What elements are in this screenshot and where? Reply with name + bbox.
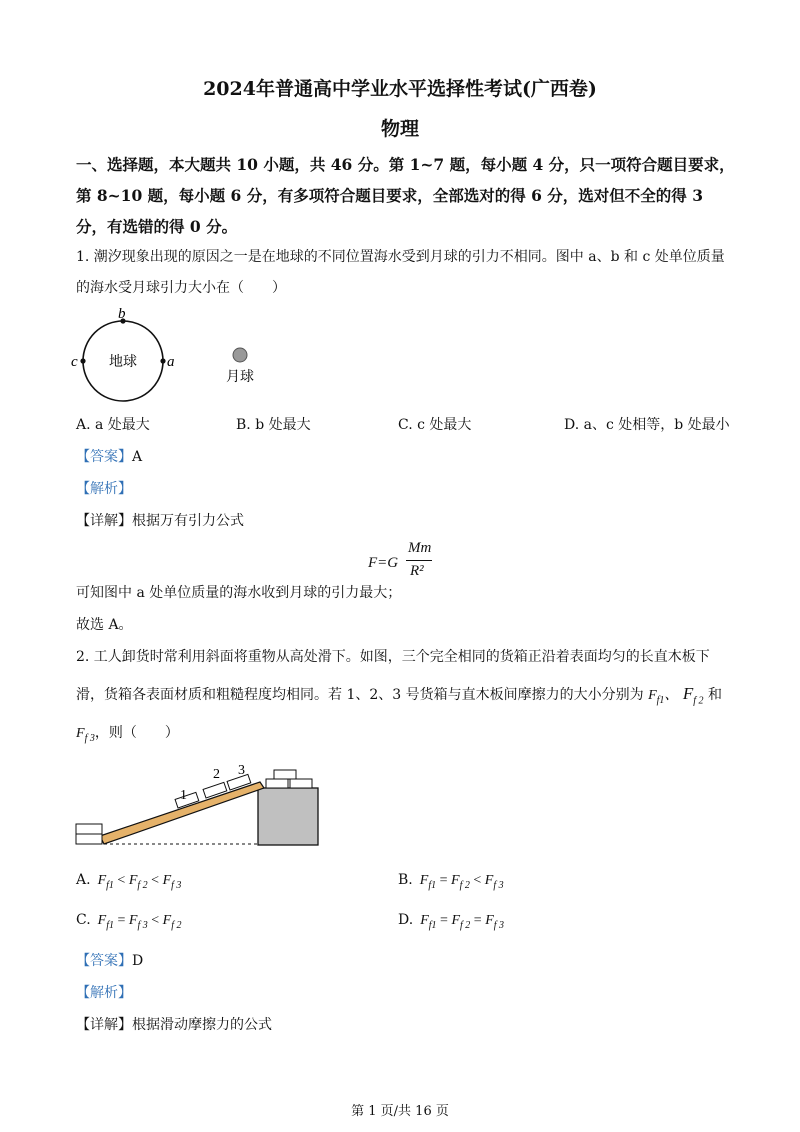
page-footer: 第 1 页/共 16 页 xyxy=(351,1104,449,1119)
q2-option-a: A. $F_{f1} < F_{f 2} < F_{f 3}$ xyxy=(76,872,182,891)
box-stack-bottom-2 xyxy=(76,834,102,844)
q1-earth-moon-figure xyxy=(60,305,300,405)
formula-denominator: R² xyxy=(410,563,424,579)
q2-option-b: B. $F_{f1} = F_{f 2} < F_{f 3}$ xyxy=(398,872,504,891)
label-box-1: 1 xyxy=(180,788,187,803)
q2-option-c: C. $F_{f1} = F_{f 3} < F_{f 2}$ xyxy=(76,912,182,931)
section-instructions-line2: 第 8~10 题，每小题 6 分，有多项符合题目要求，全部选对的得 6 分，选对但不全的得 3 xyxy=(76,186,703,205)
box-top-2 xyxy=(266,779,288,788)
answer-tag: 【答案】 xyxy=(76,953,132,969)
q2-stem-line3-tail: ，则（ ） xyxy=(94,725,179,741)
q1-detail-line xyxy=(76,510,244,530)
box-stack-bottom-1 xyxy=(76,824,102,834)
q1-answer-line xyxy=(76,446,142,466)
box-top-1 xyxy=(274,770,296,779)
fraction-bar xyxy=(406,560,432,561)
subject-title: 物理 xyxy=(380,118,419,140)
point-c xyxy=(80,358,85,363)
q2-option-d: D. $F_{f1} = F_{f 2} = F_{f 3}$ xyxy=(398,912,505,931)
formula-numerator: Mm xyxy=(408,540,432,556)
section-instructions-line1: 一、选择题，本大题共 10 小题，共 46 分。第 1~7 题，每小题 4 分，只一项符合题目要求， xyxy=(76,155,735,174)
q2-answer: D xyxy=(132,953,144,969)
label-a: a xyxy=(167,354,175,370)
formula-lhs: F=G xyxy=(368,555,399,571)
q2-stem-line3 xyxy=(76,722,179,744)
label-box-2: 2 xyxy=(213,767,220,782)
label-b: b xyxy=(118,306,126,322)
section-instructions-line3: 分，有选错的得 0 分。 xyxy=(76,217,238,236)
q2-analysis-tag: 【解析】 xyxy=(76,985,132,1001)
detail-tag: 【详解】 xyxy=(76,1017,132,1033)
q2-detail: 根据滑动摩擦力的公式 xyxy=(132,1017,272,1033)
ff3-symbol: $F_{f 3}$ xyxy=(76,726,95,744)
ff1-symbol: $F_{f1}$、 xyxy=(648,688,679,706)
q2-stem-line2 xyxy=(76,684,722,706)
q2-stem-line1: 2. 工人卸货时常利用斜面将重物从高处滑下。如图，三个完全相同的货箱正沿着表面均匀的长直木板下 xyxy=(76,649,710,665)
q1-stem-line1: 1. 潮汐现象出现的原因之一是在地球的不同位置海水受到月球的引力不相同。图中 a、b 和 c 处单位质量 xyxy=(76,249,725,265)
ff2-symbol: $F_{f 2}$ xyxy=(682,684,704,707)
answer-tag: 【答案】 xyxy=(76,449,132,465)
q1-answer: A xyxy=(132,449,143,465)
moon-circle xyxy=(233,348,247,362)
moon-label: 月球 xyxy=(226,369,254,385)
q1-option-d: D. a、c 处相等，b 处最小 xyxy=(564,417,730,433)
q2-stem-line2-text: 滑，货箱各表面材质和粗糙程度均相同。若 1、2、3 号货箱与直木板间摩擦力的大小分别为 xyxy=(76,687,644,703)
platform xyxy=(258,788,318,845)
earth-label: 地球 xyxy=(109,354,137,370)
q1-option-a: A. a 处最大 xyxy=(76,417,150,433)
q1-detail: 根据万有引力公式 xyxy=(132,513,244,529)
label-box-3: 3 xyxy=(238,763,245,778)
box-top-3 xyxy=(290,779,312,788)
q1-stem-line2: 的海水受月球引力大小在（ ） xyxy=(76,280,286,296)
q2-answer-line xyxy=(76,950,143,970)
q2-stem-line2-tail: 和 xyxy=(708,687,722,703)
q2-incline-figure xyxy=(70,758,330,853)
point-a xyxy=(160,358,165,363)
q1-conclusion: 可知图中 a 处单位质量的海水收到月球的引力最大； xyxy=(76,585,402,601)
q1-choose: 故选 A。 xyxy=(76,617,133,633)
q2-detail-line xyxy=(76,1014,272,1034)
q1-option-b: B. b 处最大 xyxy=(236,417,311,433)
exam-title: 2024年普通高中学业水平选择性考试(广西卷) xyxy=(203,78,597,100)
detail-tag: 【详解】 xyxy=(76,513,132,529)
q1-analysis-tag: 【解析】 xyxy=(76,481,132,497)
q1-option-c: C. c 处最大 xyxy=(398,417,472,433)
label-c: c xyxy=(71,354,78,370)
